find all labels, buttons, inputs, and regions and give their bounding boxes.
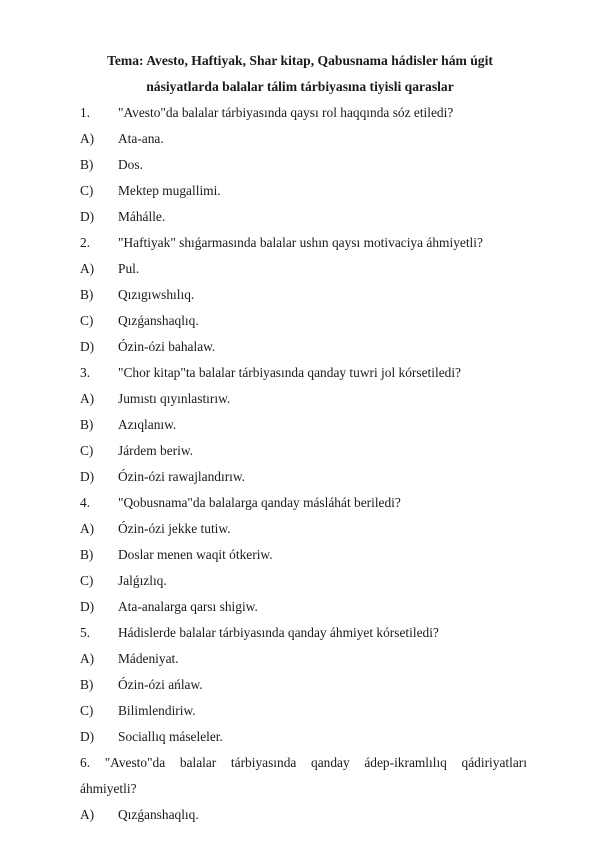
option-letter: B) xyxy=(80,547,94,562)
option-d xyxy=(80,334,520,360)
question-text: "Haftiyak" shıǵarmasında balalar ushın qaysı motivaciya áhmiyetli? xyxy=(118,235,483,250)
question-number: 1. xyxy=(80,105,91,120)
document-title-line-1: Tema: Avesto, Haftiyak, Shar kitap, Qabusnama hádisler hám úgit xyxy=(107,53,493,68)
question-1 xyxy=(80,100,520,126)
option-c xyxy=(80,178,520,204)
option-text: Dos. xyxy=(118,157,143,172)
option-text: Qızıgıwshılıq. xyxy=(118,287,195,302)
question-number: 5. xyxy=(80,625,91,640)
option-letter: B) xyxy=(80,677,94,692)
option-letter: A) xyxy=(80,391,95,406)
option-letter: D) xyxy=(80,339,95,354)
option-letter: C) xyxy=(80,183,94,198)
option-a xyxy=(80,386,520,412)
question-6-line-2: áhmiyetli? xyxy=(80,781,137,796)
option-text: Ata-analarga qarsı shigiw. xyxy=(118,599,258,614)
option-c xyxy=(80,308,520,334)
question-word: tárbiyasında xyxy=(230,755,297,770)
option-a xyxy=(80,126,520,152)
option-d xyxy=(80,204,520,230)
option-text: Bilimlendiriw. xyxy=(118,703,196,718)
option-d xyxy=(80,594,520,620)
option-letter: B) xyxy=(80,287,94,302)
option-letter: A) xyxy=(80,521,95,536)
option-text: Járdem beriw. xyxy=(118,443,193,458)
option-text: Ózin-ózi bahalaw. xyxy=(118,339,216,354)
option-text: Qızǵanshaqlıq. xyxy=(118,313,199,328)
question-4 xyxy=(80,490,520,516)
option-text: Máhálle. xyxy=(118,209,166,224)
question-3 xyxy=(80,360,520,386)
option-letter: A) xyxy=(80,807,95,822)
option-letter: A) xyxy=(80,651,95,666)
option-text: Ata-ana. xyxy=(118,131,164,146)
option-letter: D) xyxy=(80,599,95,614)
question-word: qádiriyatları xyxy=(461,755,527,770)
option-letter: B) xyxy=(80,417,94,432)
question-number: 4. xyxy=(80,495,91,510)
option-text: Sociallıq máseleler. xyxy=(118,729,223,744)
option-text: Mektep mugallimi. xyxy=(118,183,221,198)
document-title-line-2: násiyatlarda balalar tálim tárbiyasına tiyisli qaraslar xyxy=(146,79,454,94)
question-word: ádep-ikramlılıq xyxy=(364,755,447,770)
option-letter: B) xyxy=(80,157,94,172)
option-letter: C) xyxy=(80,313,94,328)
option-c xyxy=(80,698,520,724)
question-number: 2. xyxy=(80,235,91,250)
option-letter: C) xyxy=(80,573,94,588)
option-text: Jalǵızlıq. xyxy=(118,573,167,588)
option-b xyxy=(80,672,520,698)
option-a xyxy=(80,516,520,542)
question-word: qanday xyxy=(311,755,350,770)
option-letter: D) xyxy=(80,209,95,224)
option-b xyxy=(80,282,520,308)
option-text: Mádeniyat. xyxy=(118,651,179,666)
option-text: Jumıstı qıyınlastırıw. xyxy=(118,391,231,406)
option-c xyxy=(80,568,520,594)
option-a xyxy=(80,802,520,828)
option-c xyxy=(80,438,520,464)
question-text: "Qobusnama"da balalarga qanday másláhát beriledi? xyxy=(118,495,401,510)
option-b xyxy=(80,412,520,438)
question-number: 3. xyxy=(80,365,91,380)
option-text: Ózin-ózi rawajlandırıw. xyxy=(118,469,246,484)
option-d xyxy=(80,724,520,750)
question-6-line-1 xyxy=(80,750,527,776)
question-word: "Avesto"da xyxy=(104,755,166,770)
option-letter: C) xyxy=(80,703,94,718)
option-letter: A) xyxy=(80,131,95,146)
option-text: Pul. xyxy=(118,261,140,276)
question-2 xyxy=(80,230,520,256)
option-text: Ózin-ózi jekke tutiw. xyxy=(118,521,231,536)
option-text: Azıqlanıw. xyxy=(118,417,177,432)
option-b xyxy=(80,542,520,568)
option-a xyxy=(80,256,520,282)
option-letter: A) xyxy=(80,261,95,276)
option-letter: C) xyxy=(80,443,94,458)
question-text: "Avesto"da balalar tárbiyasında qaysı rol haqqında sóz etiledi? xyxy=(118,105,454,120)
question-text: "Chor kitap"ta balalar tárbiyasında qanday tuwri jol kórsetiledi? xyxy=(118,365,461,380)
question-text: Hádislerde balalar tárbiyasında qanday áhmiyet kórsetiledi? xyxy=(118,625,439,640)
option-text: Ózin-ózi ańlaw. xyxy=(118,677,203,692)
option-text: Qızǵanshaqlıq. xyxy=(118,807,199,822)
option-letter: D) xyxy=(80,729,95,744)
option-text: Doslar menen waqit ótkeriw. xyxy=(118,547,273,562)
question-number: 6. xyxy=(80,755,91,770)
option-d xyxy=(80,464,520,490)
question-word: balalar xyxy=(179,755,217,770)
option-letter: D) xyxy=(80,469,95,484)
option-b xyxy=(80,152,520,178)
question-5 xyxy=(80,620,520,646)
option-a xyxy=(80,646,520,672)
